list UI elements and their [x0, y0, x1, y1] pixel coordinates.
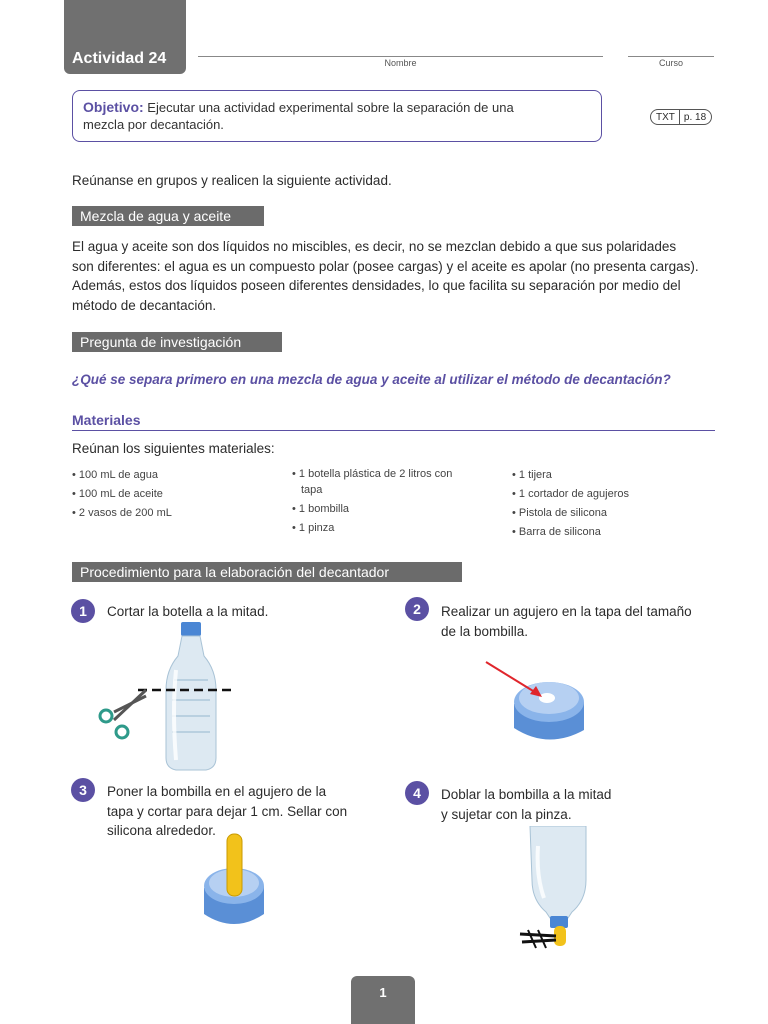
step-number-4: 4	[405, 781, 429, 805]
materials-rule	[72, 430, 715, 431]
bottle-icon	[166, 622, 216, 770]
txt-page: p. 18	[683, 111, 707, 123]
section-title-question: Pregunta de investigación	[72, 332, 282, 352]
name-label: Nombre	[384, 58, 417, 68]
mix-line: El agua y aceite son dos líquidos no miscibles, es decir, no se mezclan debido a que sus polaridades	[72, 239, 677, 254]
name-line[interactable]	[198, 56, 603, 57]
scissors-icon	[100, 690, 146, 738]
list-item: • Barra de silicona	[512, 526, 601, 538]
step-1-illustration	[92, 620, 242, 772]
bottle-cap-icon	[514, 682, 584, 740]
step-line: silicona alrededor.	[107, 823, 216, 838]
step-line: de la bombilla.	[441, 623, 529, 639]
materials-col-1	[72, 466, 172, 523]
objective-text-1: Ejecutar una actividad experimental sobre la separación de una	[147, 100, 514, 115]
step-number-2: 2	[405, 597, 429, 621]
objective-box	[72, 90, 602, 142]
step-line: Poner la bombilla en el agujero de la	[107, 784, 327, 799]
list-item: • 2 vasos de 200 mL	[72, 507, 172, 519]
txt-label: TXT	[656, 111, 675, 123]
intro-text: Reúnanse en grupos y realicen la siguiente actividad.	[72, 173, 392, 188]
course-line[interactable]	[628, 56, 714, 57]
list-item: • 1 cortador de agujeros	[512, 488, 629, 500]
step-number-1: 1	[71, 599, 95, 623]
list-item: • 100 mL de agua	[72, 469, 159, 481]
section-title-mix: Mezcla de agua y aceite	[72, 206, 264, 226]
page-number-tab	[351, 976, 415, 1024]
step-4-illustration	[516, 826, 592, 954]
objective-label: Objetivo:	[83, 99, 144, 115]
step-2-text	[441, 602, 692, 641]
list-item: tapa	[301, 484, 323, 496]
objective-text-2: mezcla por decantación.	[83, 117, 224, 132]
textbook-reference-badge	[650, 109, 712, 125]
step-line: Realizar un agujero en la tapa del tamaño	[441, 604, 692, 619]
straw-icon	[227, 834, 242, 896]
materials-col-3	[512, 466, 629, 542]
bottle-icon	[530, 826, 586, 928]
step-line: Cortar la botella a la mitad.	[107, 604, 269, 619]
step-2-illustration	[480, 656, 600, 751]
activity-tab	[64, 0, 186, 74]
materials-title: Materiales	[72, 412, 141, 428]
step-number-3: 3	[71, 778, 95, 802]
list-item: • 1 bombilla	[292, 503, 350, 515]
mix-paragraph	[72, 237, 722, 315]
list-item: • Pistola de silicona	[512, 507, 607, 519]
step-3-illustration	[196, 830, 276, 932]
arrow-icon	[486, 662, 542, 697]
list-item: • 1 tijera	[512, 469, 552, 481]
step-1-text	[107, 602, 268, 622]
activity-title: Actividad 24	[72, 50, 167, 67]
page-number: 1	[379, 985, 387, 1000]
step-line: tapa y cortar para dejar 1 cm. Sellar con	[107, 803, 348, 819]
list-item: • 100 mL de aceite	[72, 488, 163, 500]
list-item: • 1 botella plástica de 2 litros con	[292, 468, 453, 480]
mix-line: Además, estos dos líquidos poseen diferentes densidades, lo que facilita su separación por medio del	[72, 278, 681, 293]
step-line: y sujetar con la pinza.	[441, 806, 572, 822]
mix-line: son diferentes: el agua es un compuesto polar (posee cargas) y el aceite es apolar (no presenta cargas).	[72, 258, 699, 274]
step-4-text	[441, 785, 611, 824]
list-item: • 1 pinza	[292, 522, 335, 534]
course-label: Curso	[658, 58, 683, 68]
mix-line: método de decantación.	[72, 297, 217, 313]
research-question: ¿Qué se separa primero en una mezcla de agua y aceite al utilizar el método de decantación?	[72, 372, 671, 387]
section-title-procedure: Procedimiento para la elaboración del decantador	[72, 562, 462, 582]
materials-col-2	[292, 466, 452, 536]
step-line: Doblar la bombilla a la mitad	[441, 787, 612, 802]
clamp-icon	[520, 930, 556, 948]
materials-intro: Reúnan los siguientes materiales:	[72, 441, 275, 456]
